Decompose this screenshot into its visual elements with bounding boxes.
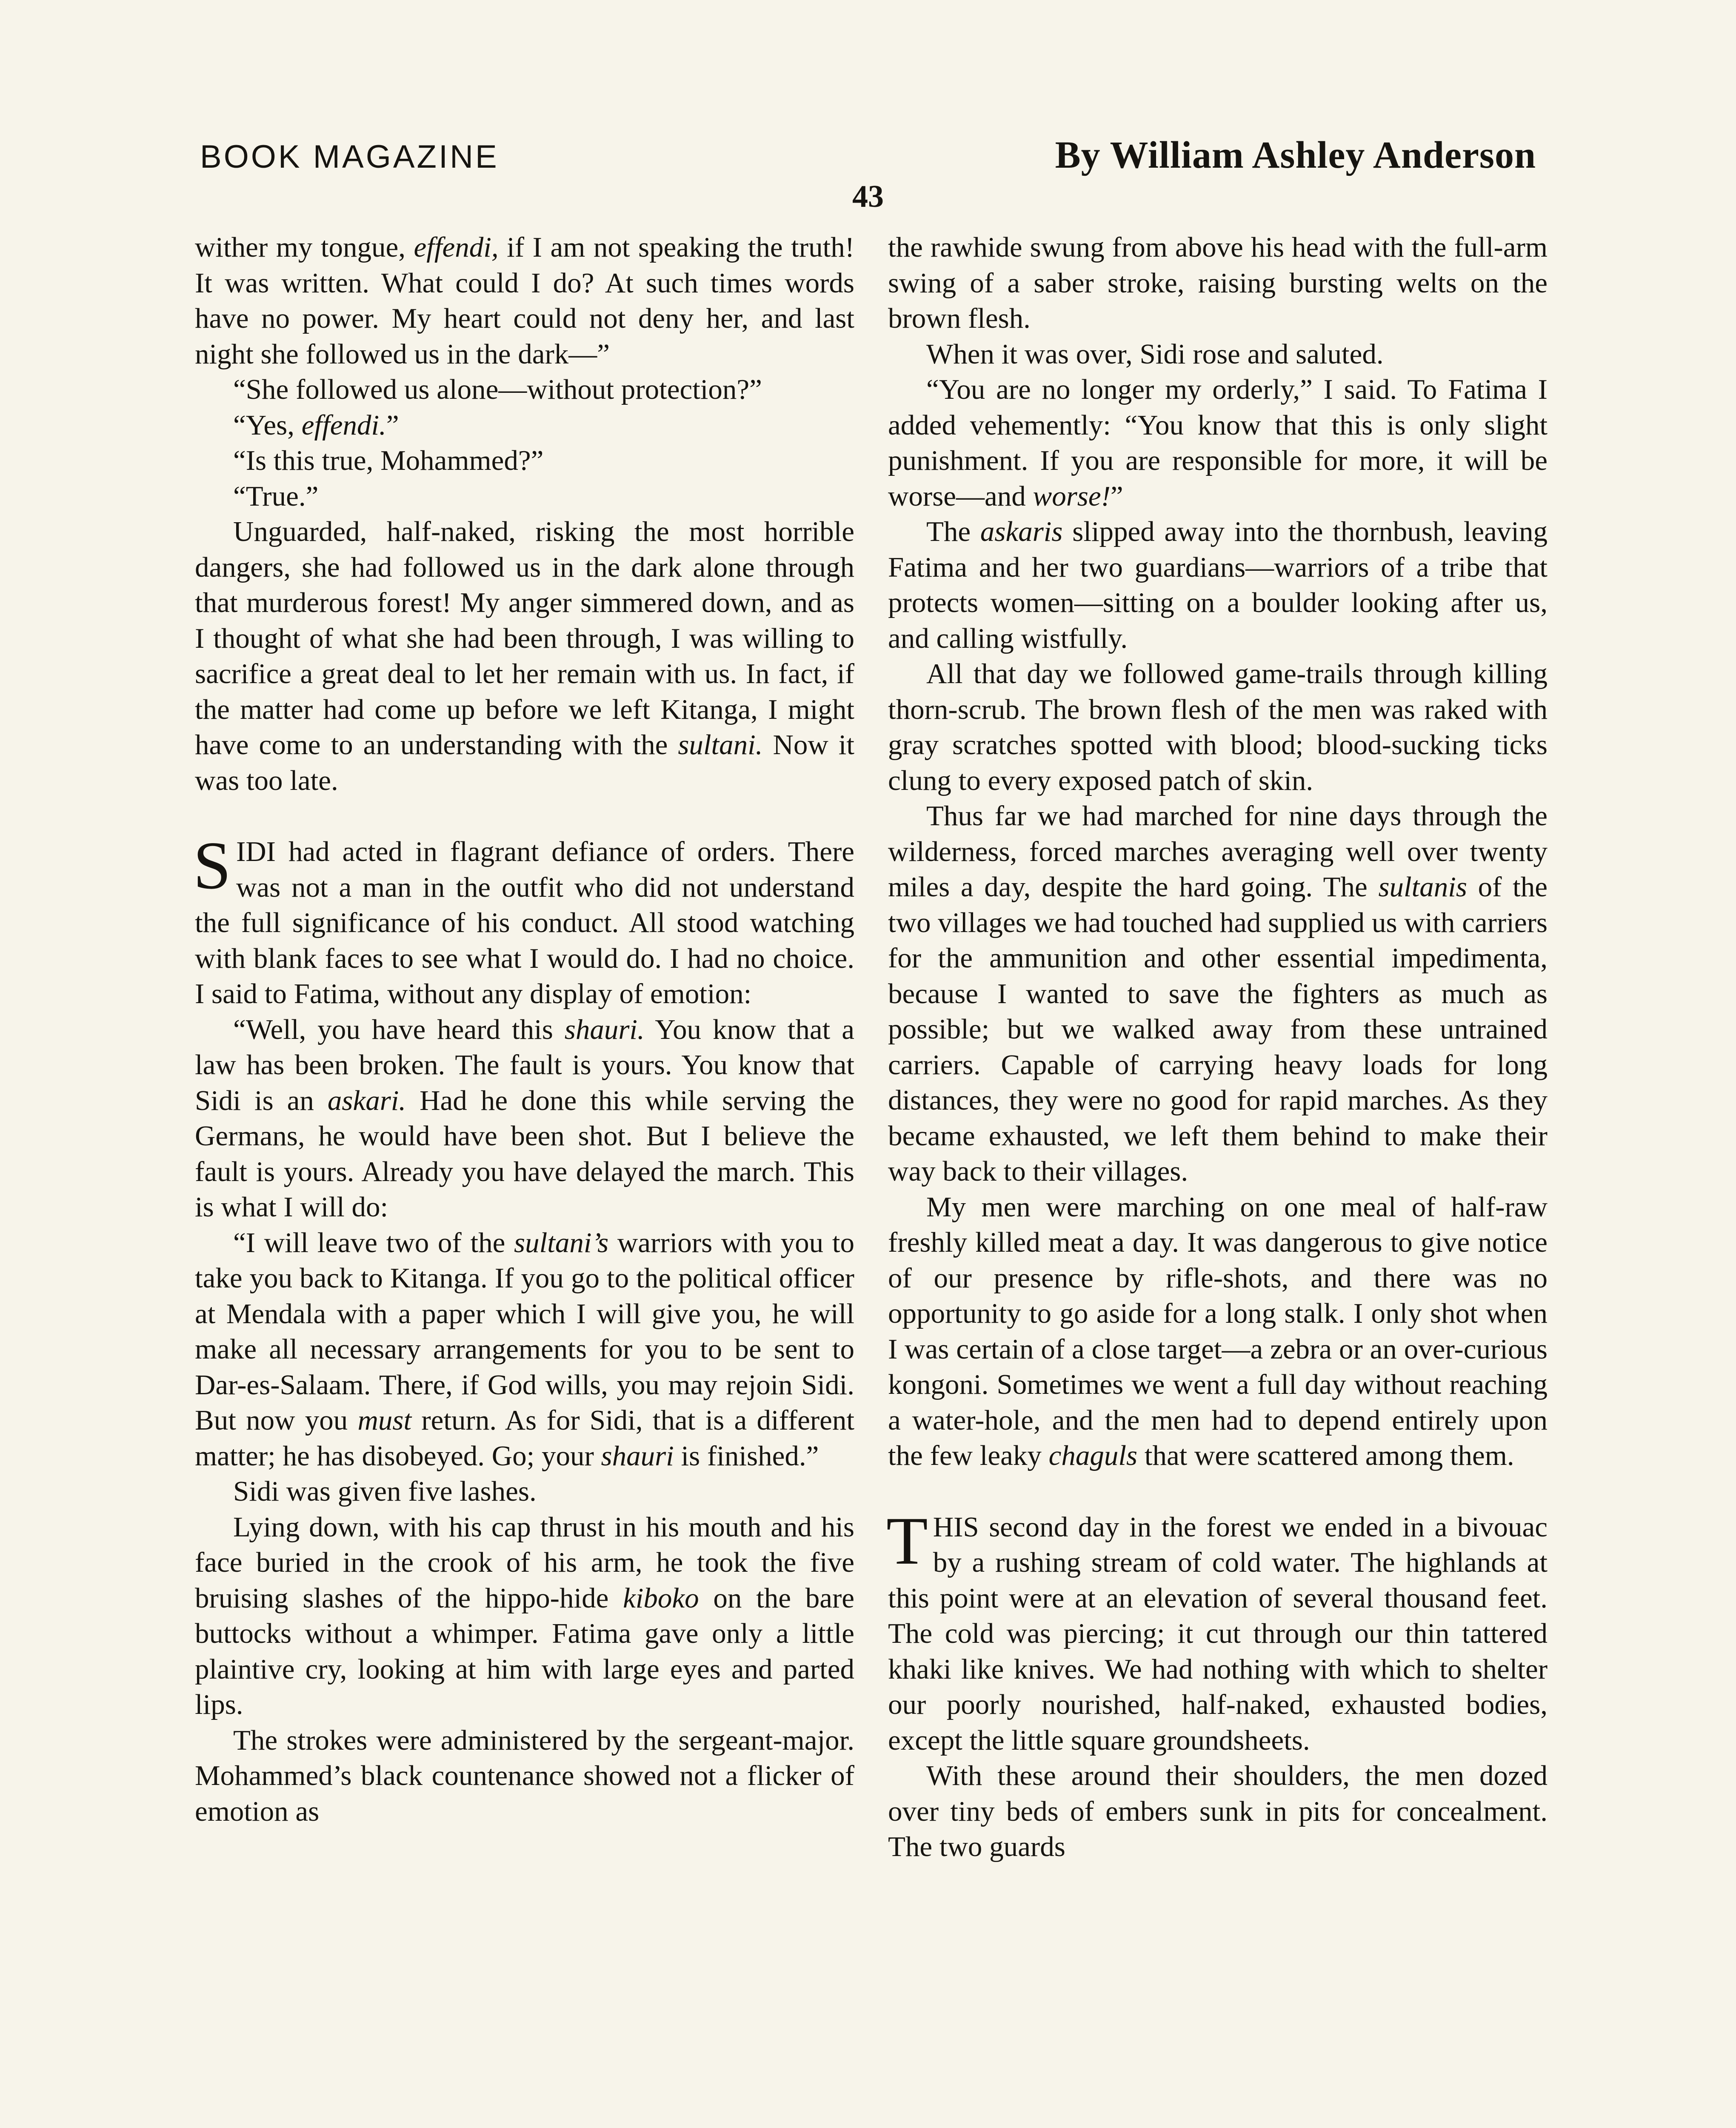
page-number: 43 [852,179,884,214]
magazine-title: BOOK MAGAZINE [200,139,499,175]
paragraph: Unguarded, half-naked, risking the most horrible dangers, she had followed us in the dark alone through that murderous forest! My anger simmered down, and as I thought of what she had been through, I was willing to sacrifice a great deal to let her remain with us. In fact, if the matter had come up before we left Kitanga, I might have come to an understanding with the sultani. Now it was too late. [195,516,854,796]
left-column [195,230,854,1829]
paragraph: the rawhide swung from above his head with the full-arm swing of a saber stroke, raising bursting welts on the brown flesh. [888,232,1548,334]
right-column [888,230,1548,1865]
section-paragraph: SIDI had acted in flagrant defiance of orders. There was not a man in the outfit who did not understand the full significance of his conduct. All stood watching with blank faces to see what I would do. I had no choice. I said to Fatima, without any display of emotion: [193,827,854,1010]
drop-cap: S [193,827,231,903]
paragraph: “Yes, effendi.” [233,409,399,441]
author-byline: By William Ashley Anderson [1055,134,1536,176]
paragraph: “She followed us alone—without protection?” [233,374,762,405]
paragraph: “Is this true, Mohammed?” [233,445,544,476]
paragraph: The strokes were administered by the sergeant-major. Mohammed’s black countenance showed not a flicker of emotion as [195,1724,854,1827]
paragraph: My men were marching on one meal of half-raw freshly killed meat a day. It was dangerous to give notice of our presence by rifle-shots, and there was no opportunity to go aside for a long stalk. I only shot when I was certain of a close target—a zebra or an over-curious kongoni. Sometimes we went a full day without reaching a water-hole, and the men had to depend entirely upon the few leaky chaguls that were scattered among them. [888,1191,1548,1471]
paragraph: All that day we followed game-trails through killing thorn-scrub. The brown flesh of the men was raked with gray scratches spotted with blood; blood-sucking ticks clung to every exposed patch of skin. [888,658,1548,796]
paragraph: “I will leave two of the sultani’s warriors with you to take you back to Kitanga. If you go to the political officer at Mendala with a paper which I will give you, he will make all necessary arrangements for you to be sent to Dar-es-Salaam. There, if God wills, you may rejoin Sidi. But now you must return. As for Sidi, that is a different matter; he has disobeyed. Go; your shauri is finished.” [195,1227,854,1472]
section-paragraph: THIS second day in the forest we ended in a bivouac by a rushing stream of cold water. The highlands at this point were at an elevation of several thousand feet. The cold was piercing; it cut through our thin tattered khaki like knives. We had nothing with which to shelter our poorly nourished, half-naked, exhausted bodies, except the little square groundsheets. [886,1502,1548,1756]
paragraph: wither my tongue, effendi, if I am not speaking the truth! It was written. What could I do? At such times words have no power. My heart could not deny her, and last night she followed us in the dark—” [195,232,855,370]
paragraph: The askaris slipped away into the thornbush, leaving Fatima and her two guardians—warriors of a tribe that protects women—sitting on a boulder looking after us, and calling wistfully. [888,516,1548,654]
paragraph: Thus far we had marched for nine days through the wilderness, forced marches averaging well over twenty miles a day, despite the hard going. The sultanis of the two villages we had touched had supplied us with carriers for the ammunition and other essential impedimenta, because I wanted to save the fighters as much as possible; but we walked away from these untrained carriers. Capable of carrying heavy loads for long distances, they were no good for rapid marches. As they became exhausted, we left them behind to make their way back to their villages. [888,800,1548,1187]
paragraph: Sidi was given five lashes. [233,1476,537,1507]
drop-cap: T [886,1502,928,1579]
paragraph: Lying down, with his cap thrust in his mouth and his face buried in the crook of his arm, he took the five bruising slashes of the hippo-hide kiboko on the bare buttocks without a whimper. Fatima gave only a little plaintive cry, looking at him with large eyes and parted lips. [195,1511,855,1720]
paragraph: When it was over, Sidi rose and saluted. [926,338,1384,370]
paragraph: With these around their shoulders, the men dozed over tiny beds of embers sunk in pits for concealment. The two guards [888,1760,1548,1862]
paragraph: “Well, you have heard this shauri. You know that a law has been broken. The fault is yours. You know that Sidi is an askari. Had he done this while serving the Germans, he would have been shot. But I believe the fault is yours. Already you have delayed the march. This is what I will do: [195,1013,854,1223]
paragraph: “You are no longer my orderly,” I said. To Fatima I added vehemently: “You know that this is only slight punishment. If you are responsible for more, it will be worse—and worse!” [888,374,1548,512]
paragraph: “True.” [233,480,319,512]
